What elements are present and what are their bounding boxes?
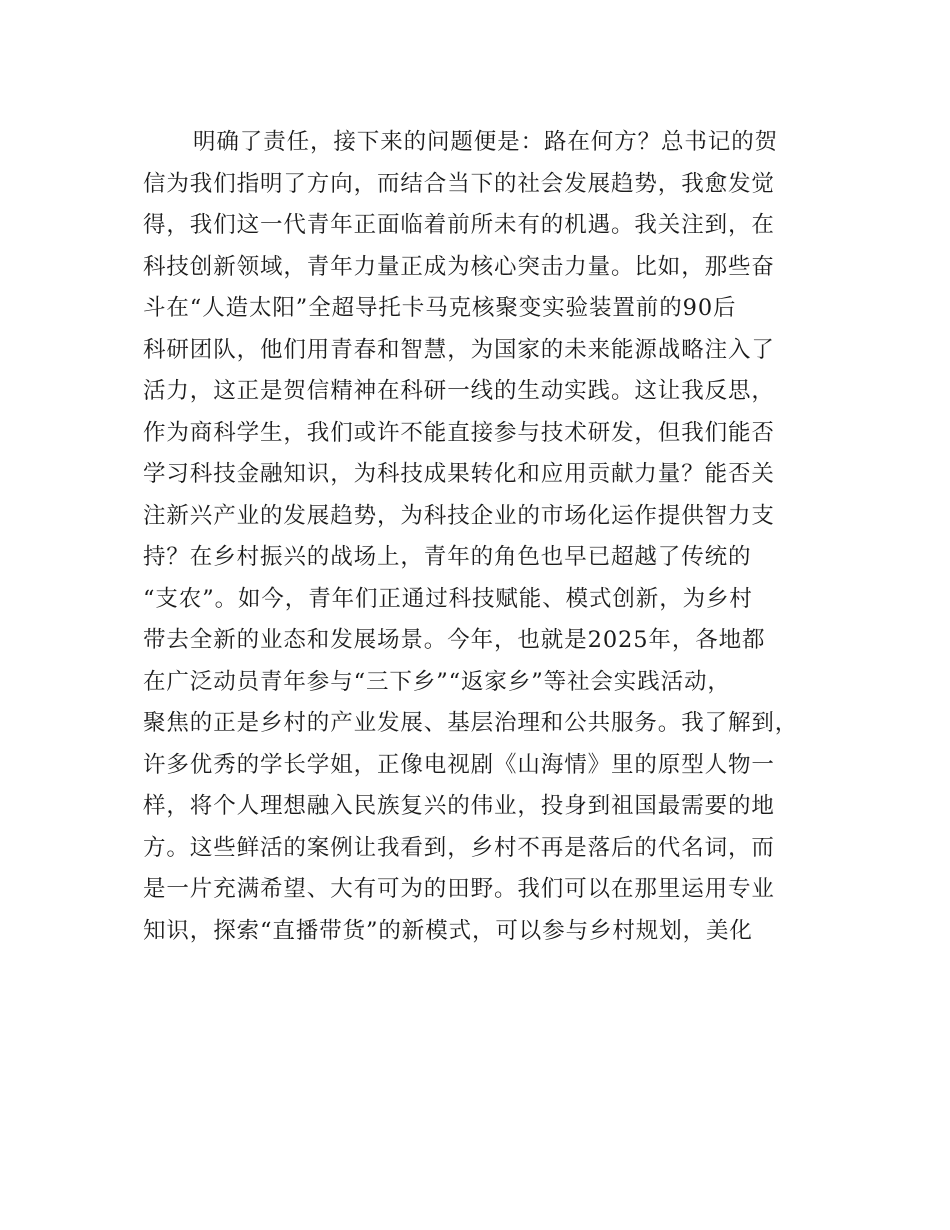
text-line: “支农”。如今，青年们正通过科技赋能、模式创新，为乡村 <box>143 585 753 612</box>
text-line: 明确了责任，接下来的问题便是：路在何方？总书记的贺 <box>193 129 779 155</box>
text-line: 信为我们指明了方向，而结合当下的社会发展趋势，我愈发觉 <box>143 170 775 197</box>
text-line: 知识，探索“直播带货”的新模式，可以参与乡村规划，美化 <box>143 917 753 944</box>
text-line: 样，将个人理想融入民族复兴的伟业，投身到祖国最需要的地 <box>143 793 775 819</box>
text-line: 活力，这正是贺信精神在科研一线的生动实践。这让我反思， <box>143 378 775 404</box>
text-line: 学习科技金融知识，为科技成果转化和应用贡献力量？能否关 <box>143 461 775 487</box>
body-paragraph <box>143 122 843 952</box>
text-line: 作为商科学生，我们或许不能直接参与技术研发，但我们能否 <box>143 419 775 446</box>
text-line: 带去全新的业态和发展场景。今年，也就是2025年，各地都 <box>143 627 766 653</box>
text-line: 聚焦的正是乡村的产业发展、基层治理和公共服务。我了解到， <box>143 710 799 736</box>
text-line: 注新兴产业的发展趋势，为科技企业的市场化运作提供智力支 <box>143 502 775 529</box>
text-line: 科技创新领域，青年力量正成为核心突击力量。比如，那些奋 <box>143 253 775 280</box>
text-line: 得，我们这一代青年正面临着前所未有的机遇。我关注到，在 <box>143 212 775 238</box>
text-line: 科研团队，他们用青春和智慧，为国家的未来能源战略注入了 <box>143 336 775 363</box>
text-line: 持？在乡村振兴的战场上，青年的角色也早已超越了传统的 <box>143 544 752 570</box>
text-line: 斗在“人造太阳”全超导托卡马克核聚变实验装置前的90后 <box>143 295 737 321</box>
text-line: 许多优秀的学长学姐，正像电视剧《山海情》里的原型人物一 <box>143 751 775 778</box>
text-line: 是一片充满希望、大有可为的田野。我们可以在那里运用专业 <box>143 876 775 902</box>
text-line: 在广泛动员青年参与“三下乡”“返家乡”等社会实践活动， <box>143 668 731 695</box>
text-line: 方。这些鲜活的案例让我看到，乡村不再是落后的代名词，而 <box>143 834 775 861</box>
